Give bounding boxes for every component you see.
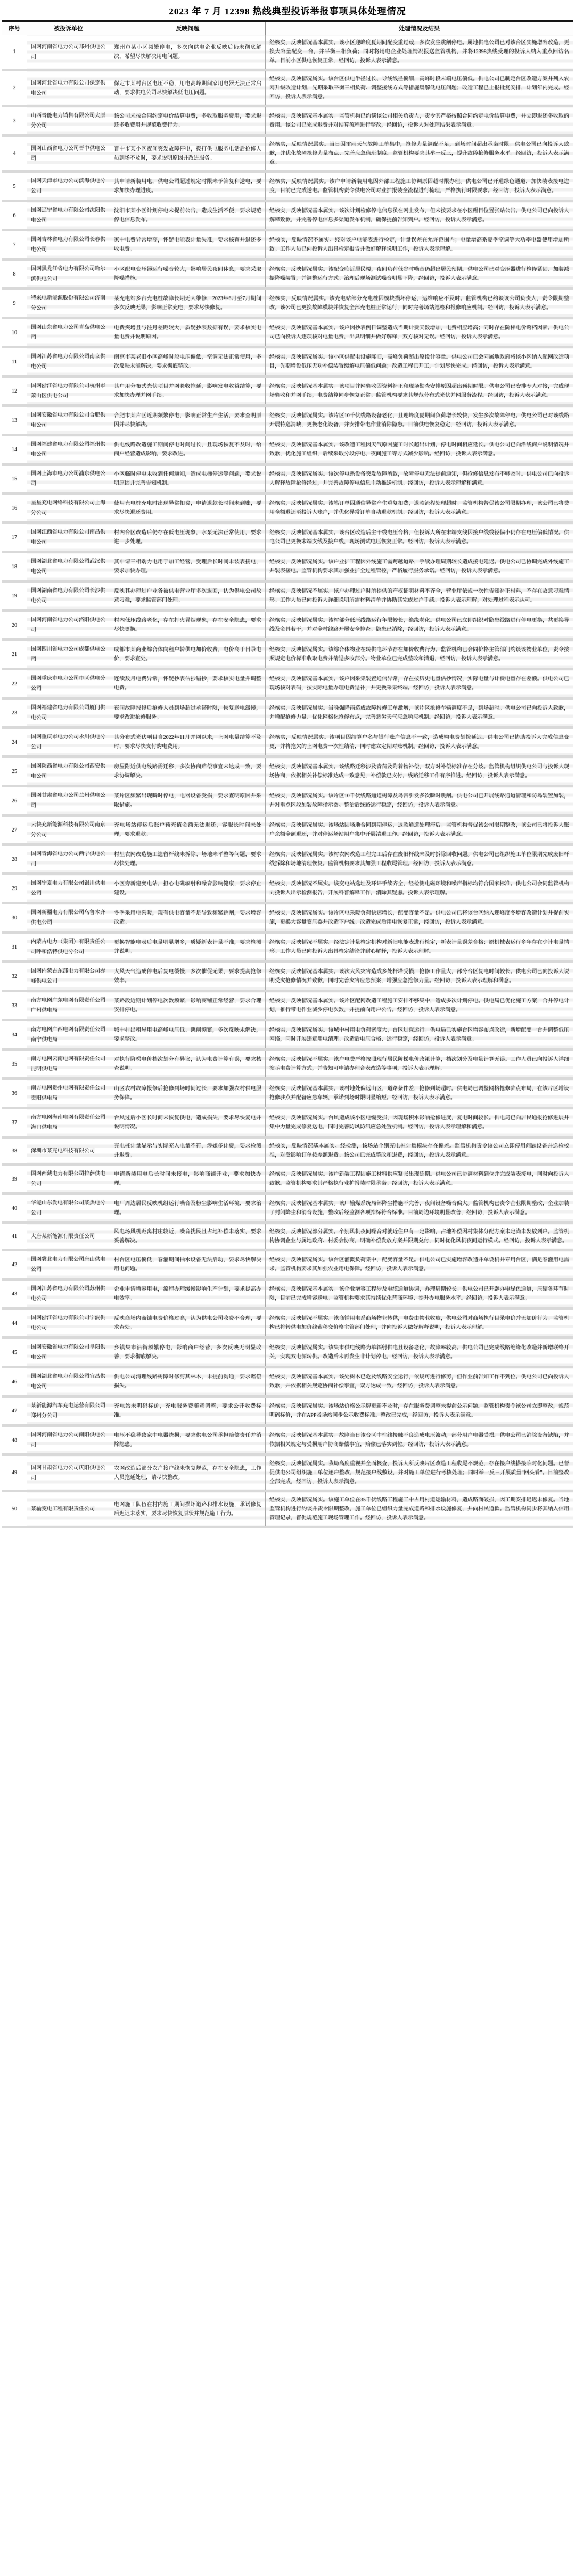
table-row	[2, 1397, 573, 1426]
result-cell: 经核实，反映情况属实。该户申请新装用电因外部工程施工协调原因超时限办理。供电公司已开通绿色通道，加快装表接电进度，目前已完成送电。监管机构责令供电公司对业扩报装全流程进行梳理，严格执行时限要求。经回访，投诉人表示满意。	[266, 172, 573, 201]
table-row	[2, 1194, 573, 1223]
table-row	[2, 260, 573, 289]
result-cell: 经核实，反映情况属实。该场站价格公示牌更新不及时，存在服务费调整未提前公示问题。监管机构责令该公司立即整改，规范明码标价，并在APP及场站同步公示收费标准。整改已完成，经回访，投诉人表示满意。	[266, 1397, 573, 1426]
complained-unit-cell: 国网湖南省电力有限公司长沙供电公司	[27, 581, 110, 611]
row-number-cell: 2	[2, 70, 27, 106]
issue-cell: 电费突增且与往月差距较大，质疑抄表数据有误，要求核实电量电费并说明原因。	[110, 318, 266, 347]
row-number-cell: 1	[2, 35, 27, 70]
result-cell: 经核实，反映情况属实。该城中村用电负荷密度大，台区过载运行。供电局已实施台区增容布点改造，新增配变一台并调整低压网络，同时开展违章用电清理。改造后电压合格、运行稳定，经回访，投诉人表示满意。	[266, 1020, 573, 1050]
table-row	[2, 962, 573, 991]
issue-cell: 某片区频繁出现瞬时停电，电器设备受损，要求查明原因并采取措施。	[110, 786, 266, 816]
result-cell: 经核实，反映情况基本属实。该厂输煤系统局部降尘措施不完善，夜间设备噪音偏大。监管机构已责令企业限期整改，企业加装了封闭降尘和消音设施，整改后经监测各项指标符合标准。目前周边环境明显改善，经回访，投诉人表示满意。	[266, 1194, 573, 1223]
complained-unit-cell: 国网江西省电力有限公司南昌供电公司	[27, 523, 110, 552]
complained-unit-cell: 国网江苏省电力有限公司苏州供电公司	[27, 1279, 110, 1309]
issue-cell: 村台区电压偏低，春灌期间抽水设备无法启动，要求尽快解决用电问题。	[110, 1250, 266, 1279]
issue-cell: 使用充电桩充电时出现异常扣费，申请退款长时间未到账，要求尽快退还费用。	[110, 494, 266, 523]
issue-cell: 风电场风机距离村庄较近，噪音扰民且占地补偿未落实，要求妥善解决。	[110, 1223, 266, 1250]
row-number-cell: 34	[2, 1020, 27, 1050]
issue-cell: 夜间故障报修后抢修人员到场超过承诺时限，恢复送电缓慢，要求改进抢修服务。	[110, 699, 266, 728]
result-cell: 经核实，反映情况基本属实。该线路迁移涉及青苗及附着物补偿，双方对补偿标准存在分歧。监管机构组织供电公司与投诉人现场协商，依据相关补偿标准达成一致意见，补偿款已支付，线路迁移工作有序推进。经回访，投诉人表示满意。	[266, 757, 573, 786]
row-number-cell: 15	[2, 464, 27, 494]
complained-unit-cell: 国网内蒙古东部电力有限公司赤峰供电公司	[27, 962, 110, 991]
table-row	[2, 1079, 573, 1108]
table-row	[2, 1165, 573, 1194]
row-number-cell: 24	[2, 728, 27, 757]
row-number-cell: 39	[2, 1165, 27, 1194]
issue-cell: 合肥市某片区近期频繁停电，影响正常生产生活，要求查明原因并尽快解决。	[110, 406, 266, 435]
result-cell: 经核实，反映情况属实。当晚强降雨造成故障报修工单激增，该片区抢修车辆调度不足，到场超时。供电公司已向投诉人致歉，并增配抢修力量、优化网格化抢修布点，完善恶劣天气应急响应机制。经回访，投诉人表示满意。	[266, 699, 573, 728]
table-row	[2, 347, 573, 377]
issue-cell: 村里农网改造施工遗留杆线未拆除、场地未平整等问题，要求尽快处理。	[110, 845, 266, 874]
table-row	[2, 1223, 573, 1250]
row-number-cell: 23	[2, 699, 27, 728]
complained-unit-cell: 国网重庆市电力公司市区供电分公司	[27, 669, 110, 699]
issue-cell: 沈阳市某小区计划停电未提前公告，造成生活不便，要求规范停电信息发布。	[110, 201, 266, 230]
result-cell: 经核实，反映情况属实。该户业扩工程因外线施工需跨越道路，手续办理周期较长造成接电延迟。供电公司已协调完成外线施工并装表接电。监管机构要求其加强业扩全过程管控，严格履行服务承诺。经回访，投诉人表示满意。	[266, 552, 573, 581]
table-row	[2, 106, 573, 136]
result-cell: 经核实，反映情况基本属实。该次计划检修停电信息虽在网上发布，但未按要求在小区醒目位置张贴公告。供电公司已向投诉人解释致歉，并完善停电信息多渠道发布机制，确保提前告知到户。经回访，投诉人表示满意。	[266, 201, 573, 230]
complained-unit-cell: 南方电网贵州电网有限责任公司贵阳供电局	[27, 1079, 110, 1108]
issue-cell: 房屋附近供电线路需迁移，多次协商赔偿事宜未达成一致，要求协调解决。	[110, 757, 266, 786]
row-number-cell: 50	[2, 1491, 27, 1527]
complained-unit-cell: 国网冀北电力有限公司唐山供电公司	[27, 1250, 110, 1279]
complained-unit-cell: 国网江苏省电力有限公司南京供电公司	[27, 347, 110, 377]
complained-unit-cell: 国网河南省电力公司南阳供电公司	[27, 1426, 110, 1455]
row-number-cell: 25	[2, 757, 27, 786]
table-row	[2, 136, 573, 172]
issue-cell: 郑州市某小区频繁停电，多次向供电企业反映后仍未彻底解决，希望尽快解决用电问题。	[110, 35, 266, 70]
table-row	[2, 669, 573, 699]
table-row	[2, 699, 573, 728]
complained-unit-cell: 某新能源汽车充电运营有限公司郑州分公司	[27, 1397, 110, 1426]
row-number-cell: 27	[2, 816, 27, 845]
complained-unit-cell: 国网福建省电力有限公司福州供电公司	[27, 435, 110, 464]
result-cell: 经核实，反映情况基本属实。该改造工程因天气原因施工时长超出计划，停电时间相应延长。供电公司已向沿线商户说明情况并致歉，优化施工组织，后续采取分段停电、夜间施工等方式减少影响。经回访，投诉人表示满意。	[266, 435, 573, 464]
row-number-cell: 28	[2, 845, 27, 874]
issue-cell: 电压不稳导致家中电器烧损，要求供电公司承担赔偿责任并消除隐患。	[110, 1426, 266, 1455]
row-number-cell: 16	[2, 494, 27, 523]
row-number-cell: 46	[2, 1367, 27, 1397]
result-cell: 经核实，反映情况基本属实。故障当日该台区中性线接触不良造成电压波动，部分用户电器受损。供电公司已消除设备缺陷，并依据相关规定与受损用户协商赔偿事宜，赔偿已落实到位。经回访，投诉人表示满意。	[266, 1426, 573, 1455]
row-number-cell: 31	[2, 933, 27, 962]
row-number-cell: 5	[2, 172, 27, 201]
result-cell: 经核实，反映情况基本属实。该次大风灾害造成多处杆塔受损，抢修工作量大，部分台区复电时间较长。供电公司已向投诉人说明受灾抢修情况并致歉，同时完善灾害应急预案，增强应急抢修力量。经回访，投诉人表示理解和满意。	[266, 962, 573, 991]
row-number-cell: 44	[2, 1309, 27, 1338]
issue-cell: 企业申请增容用电，流程办理缓慢影响生产计划，要求提高办电效率。	[110, 1279, 266, 1309]
complained-unit-cell: 南方电网广东电网有限责任公司广州供电局	[27, 991, 110, 1020]
issue-cell: 其申请三相动力电用于加工经营，受理后长时间未装表接电，要求加快办理。	[110, 552, 266, 581]
row-number-cell: 45	[2, 1338, 27, 1367]
complained-unit-cell: 国网河南省电力公司洛阳供电公司	[27, 611, 110, 640]
issue-cell: 申请新装用电后长时间未接电，影响商铺开业，要求加快办理。	[110, 1165, 266, 1194]
row-number-cell: 10	[2, 318, 27, 347]
result-cell: 经核实，反映情况基本属实。该台区改造后主干线电压合格，但投诉人所在末端支线因接户线线径偏小仍存在电压偏低情况。供电公司已更换末端支线及接户线，现场测试电压恢复正常。经回访，投诉人表示满意。	[266, 523, 573, 552]
result-cell: 经核实，反映情况属实。该村农网改造工程完工后存在废旧杆线未及时拆除回收问题。供电公司已组织施工单位限期完成废旧杆线拆除和场地清理恢复。监管机构要求其加强工程收尾管理。经回访，投诉人表示满意。	[266, 845, 573, 874]
result-cell: 经核实，反映情况基本属实。该片区配网改造工程施工安排不够集中，造成多次计划停电。供电局已优化施工方案，合并停电计划，推行带电作业减少停电次数，并提前向用户公告。经回访，投诉人表示满意。	[266, 991, 573, 1020]
table-row	[2, 289, 573, 318]
column-header-unit: 被投诉单位	[27, 21, 110, 35]
result-cell: 经核实，反映情况属实。该配变临近居民楼，夜间负荷低谷时噪音仍超出居民预期。供电公司已对变压器进行检修紧固、加装减振降噪装置，并调整运行方式。治理后现场测试噪音明显下降，经回访，投诉人表示满意。	[266, 260, 573, 289]
complained-unit-cell: 国网青海省电力公司西宁供电公司	[27, 845, 110, 874]
table-row	[2, 786, 573, 816]
complained-unit-cell: 星星充电网络科技有限公司上海分公司	[27, 494, 110, 523]
result-cell: 经核实，反映情况不属实。经法定计量检定机构对新旧电能表进行检定，新表计量误差合格；原机械表运行多年存在少计电量情形。工作人员已向投诉人出具检定结论并耐心解释，投诉人表示理解。	[266, 933, 573, 962]
complained-unit-cell: 国网安徽省电力有限公司阜阳供电公司	[27, 1338, 110, 1367]
result-cell: 经核实，反映情况基本属实。监管机构已约谈该公司相关负责人，责令其严格按照合同约定电价结算电费，并立即退还多收取的费用。该公司已完成退费并对结算流程进行整改，经回访，投诉人对处理结果表示满意。	[266, 106, 573, 136]
issue-cell: 保定市某村台区电压不稳，用电高峰期间家用电器无法正常启动，要求供电公司尽快解决低电压问题。	[110, 70, 266, 106]
row-number-cell: 19	[2, 581, 27, 611]
row-number-cell: 29	[2, 874, 27, 903]
result-cell: 经核实，反映情况不属实。该变电站选址及环评手续齐全，经检测电磁环境和噪声指标均符合国家标准。供电公司会同监管机构向投诉人出示检测报告，开展科普解释工作，消除其疑虑。投诉人表示理解。	[266, 874, 573, 903]
issue-cell: 小区临时停电未收到任何通知，造成电梯停运等问题，要求说明原因并完善告知机制。	[110, 464, 266, 494]
page-title: 2023 年 7 月 12398 热线典型投诉举报事项具体处理情况	[169, 6, 406, 16]
issue-cell: 台风过后小区长时间未恢复供电，造成损失，要求尽快复电并说明情况。	[110, 1108, 266, 1137]
result-cell: 经核实，反映情况属实。台风造成该小区电缆受损，因现场积水影响抢修进度，复电时间较长。供电局已向居民通报抢修进展并集中力量完成修复送电，同时完善防风防汛应急处置机制。经回访，投诉人表示理解和满意。	[266, 1108, 573, 1137]
result-cell: 经核实，反映情况属实。该场站因场地合同到期停运，退款通道处理滞后。监管机构督促该公司限期整改，该公司已将投诉人账户余额全额退还，并对停运场站用户集中开展清退工作。经回访，投诉人表示满意。	[266, 816, 573, 845]
row-number-cell: 35	[2, 1050, 27, 1079]
complained-unit-cell: 国网辽宁省电力有限公司沈阳供电公司	[27, 201, 110, 230]
issue-cell: 某路段近期计划停电次数频繁，影响商铺正常经营，要求合理安排停电。	[110, 991, 266, 1020]
issue-cell: 电网施工队伍在村内施工期间损坏道路和排水设施，承诺修复后迟迟未落实，要求尽快恢复原状并规范施工行为。	[110, 1491, 266, 1527]
complained-unit-cell: 华能山东发电有限公司某热电分公司	[27, 1194, 110, 1223]
table-row	[2, 70, 573, 106]
row-number-cell: 42	[2, 1250, 27, 1279]
result-cell: 经核实，反映情况属实。该项目因结算户名与银行账户信息不一致，造成购电费划拨延迟。供电公司已协助投诉人完成信息变更，并将拖欠的上网电费一次性结清，同时建立定期对账机制。经回访，投诉人表示满意。	[266, 728, 573, 757]
table-row	[2, 1137, 573, 1165]
table-row	[2, 494, 573, 523]
complained-unit-cell: 国网湖北省电力有限公司宜昌供电公司	[27, 1367, 110, 1397]
result-cell: 经核实，反映情况属实。该充电站部分充电桩因模块损坏停运，运维响应不及时。监管机构已约谈该公司负责人，责令限期整改。该公司已更换故障模块并恢复全部充电桩正常运行，同时完善场站巡检和报修响应机制。经回访，投诉人表示满意。	[266, 289, 573, 318]
row-number-cell: 32	[2, 962, 27, 991]
issue-cell: 充电场站停运后账户预充值金额无法退还，客服长时间未处理，要求退款。	[110, 816, 266, 845]
complaints-table	[2, 20, 573, 1528]
row-number-cell: 17	[2, 523, 27, 552]
complained-unit-cell: 国网安徽省电力有限公司合肥供电公司	[27, 406, 110, 435]
issue-cell: 农网改造后部分农户接户线未恢复规范，存在安全隐患，工作人员拖延处理，请尽快整改。	[110, 1455, 266, 1491]
row-number-cell: 33	[2, 991, 27, 1020]
result-cell: 经核实，反映情况基本属实。该户因抄表例日调整造成当期计费天数增加，电费相应增高；同时存在阶梯电价跨档因素。供电公司已向投诉人逐项核对电量电费，出具明细并做好解释，双方核对无误。经回访，投诉人表示满意。	[266, 318, 573, 347]
row-number-cell: 40	[2, 1194, 27, 1223]
row-number-cell: 36	[2, 1079, 27, 1108]
result-cell: 经核实，反映情况不属实。该商铺用电系商场物业转供，电费由物业收取，供电公司对商场执行目录电价并无加价行为。监管机构已将转供电加价线索移交价格主管部门处理，并向投诉人做好解释说明，投诉人表示理解。	[266, 1309, 573, 1338]
complained-unit-cell: 国网山东省电力公司青岛供电公司	[27, 318, 110, 347]
issue-cell: 电厂周边居民反映机组运行噪音及粉尘影响生活环境，要求治理。	[110, 1194, 266, 1223]
issue-cell: 小区旁新建变电站，担心电磁辐射和噪音影响健康，要求停止建设。	[110, 874, 266, 903]
row-number-cell: 9	[2, 289, 27, 318]
issue-cell: 反映商场内商铺电费价格过高，认为供电公司收费不合理，要求查处。	[110, 1309, 266, 1338]
result-cell: 经核实，反映情况不属实。该户办理过户时所提供的产权证明材料不齐全，营业厅依规一次性告知补正材料，不存在故意刁难情形。工作人员已向投诉人详细说明所需材料清单并协助其完成过户手续。投诉人表示理解，对处理过程表示认可。	[266, 581, 573, 611]
table-row	[2, 1338, 573, 1367]
complained-unit-cell: 国网河北省电力有限公司保定供电公司	[27, 70, 110, 106]
result-cell: 经核实，反映情况属实。该次停电系设备突发故障所致，故障停电无法提前通知，但抢修信息发布不够及时。供电公司已向投诉人解释故障抢修经过，并完善故障停电信息主动推送机制。经回访，投诉人表示理解和满意。	[266, 464, 573, 494]
complained-unit-cell: 国网上海市电力公司浦东供电公司	[27, 464, 110, 494]
issue-cell: 乡镇集市沿街频繁停电，影响商户经营，多次反映无明显改善，要求彻底解决。	[110, 1338, 266, 1367]
row-number-cell: 21	[2, 640, 27, 669]
complained-unit-cell: 南方电网广西电网有限责任公司南宁供电局	[27, 1020, 110, 1050]
complained-unit-cell: 国网湖北省电力有限公司武汉供电公司	[27, 552, 110, 581]
complained-unit-cell: 南方电网云南电网有限责任公司昆明供电局	[27, 1050, 110, 1079]
result-cell: 经核实，反映情况基本属实。该企业增容工程涉及电缆通道协调，办理周期较长。供电公司已开辟办电绿色通道，压缩各环节时限，目前已完成增容送电。监管机构要求其持续优化营商环境、提升办电服务水平。经回访，投诉人表示满意。	[266, 1279, 573, 1309]
issue-cell: 晋中市某小区夜间突发故障停电，拨打供电服务电话后抢修人员到场不及时，要求说明原因并改进服务。	[110, 136, 266, 172]
issue-cell: 其申请新装用电，供电公司超过规定时限未予答复和送电，要求加快办理进度。	[110, 172, 266, 201]
result-cell: 经核实，反映情况属实。该集市供电线路为单辐射供电且设备老化，故障率较高。供电公司已完成线路绝缘化改造并新增联络开关，实现双电源转供。改造后未再发生非计划停电，经回访，投诉人表示满意。	[266, 1338, 573, 1367]
row-number-cell: 8	[2, 260, 27, 289]
table-row	[2, 318, 573, 347]
issue-cell: 冬季采用电采暖，现有供电容量不足导致频繁跳闸，要求增容改造。	[110, 903, 266, 933]
table-row	[2, 1108, 573, 1137]
complained-unit-cell: 内蒙古电力（集团）有限责任公司呼和浩特供电分公司	[27, 933, 110, 962]
table-row	[2, 611, 573, 640]
result-cell: 经核实，反映情况属实。当日因雷雨天气故障工单集中，抢修力量调配不足，到场时间超出承诺时限。供电公司已向投诉人致歉，并优化故障抢修力量布点、完善应急值班制度。监管机构要求其举一反三，提升故障抢修服务水平。经回访，投诉人表示满意。	[266, 136, 573, 172]
result-cell: 经核实，反映情况基本属实。经检测，该场站个别充电桩计量模块存在偏差。监管机构责令该公司立即停用问题设备并送检校准，对受影响订单按差额退费。该公司已完成整改和退费，经回访，投诉人表示满意。	[266, 1137, 573, 1165]
issue-cell: 反映其办理过户业务被供电营业厅多次退回，认为供电公司故意刁难，要求监管部门处理。	[110, 581, 266, 611]
complained-unit-cell: 南方电网海南电网有限责任公司海口供电局	[27, 1108, 110, 1137]
result-cell: 经核实，反映情况属实。该台区灌溉负荷集中，配变容量不足。供电公司已实施增容改造并单设机井专用台区，满足春灌用电需求。监管机构要求其加强农业用电保障。经回访，投诉人表示满意。	[266, 1250, 573, 1279]
complained-unit-cell: 国网四川省电力公司成都供电公司	[27, 640, 110, 669]
table-row	[2, 903, 573, 933]
table-row	[2, 1455, 573, 1491]
table-row	[2, 35, 573, 70]
complained-unit-cell: 国网陕西省电力有限公司西安供电公司	[27, 757, 110, 786]
row-number-cell: 14	[2, 435, 27, 464]
complained-unit-cell: 国网黑龙江省电力有限公司哈尔滨供电公司	[27, 260, 110, 289]
complained-unit-cell: 国网天津市电力公司滨海供电分公司	[27, 172, 110, 201]
complained-unit-cell: 国网河南省电力公司郑州供电公司	[27, 35, 110, 70]
issue-cell: 更换智能电表后电量明显增多，质疑新表计量不准，要求检测并说明。	[110, 933, 266, 962]
result-cell: 经核实，反映情况属实。该户新装工程因施工材料供应紧张出现延期。供电公司已协调材料到位并完成装表接电，同时向投诉人致歉。监管机构要求其严格执行业扩报装时限承诺。经回访，投诉人表示满意。	[266, 1165, 573, 1194]
complained-unit-cell: 国网甘肃省电力公司兰州供电公司	[27, 786, 110, 816]
table-row	[2, 172, 573, 201]
complained-unit-cell: 国网新疆电力有限公司乌鲁木齐供电公司	[27, 903, 110, 933]
table-row	[2, 1279, 573, 1309]
row-number-cell: 30	[2, 903, 27, 933]
complained-unit-cell: 国网吉林省电力有限公司长春供电公司	[27, 230, 110, 260]
table-row	[2, 464, 573, 494]
row-number-cell: 3	[2, 106, 27, 136]
issue-cell: 大风天气造成停电后复电缓慢，多次催促无果，要求提高抢修效率。	[110, 962, 266, 991]
issue-cell: 连续数月电费异常，怀疑抄表估抄错抄，要求核实电量并调整电费。	[110, 669, 266, 699]
table-row	[2, 728, 573, 757]
result-cell: 经核实，反映情况基本属实。该处树木已危及线路安全运行，依规可进行修剪，但作业前告知工作不到位。供电公司已向投诉人致歉，并依据相关规定协商补偿事宜，双方达成一致。经回访，投诉人表示满意。	[266, 1367, 573, 1397]
table-row	[2, 201, 573, 230]
table-row	[2, 1309, 573, 1338]
table-header	[2, 21, 573, 35]
result-cell: 经核实，反映情况属实。我局高度重视并全面核查，投诉人所反映片区改造工程收尾不规范，存在接户线搭接临时化问题。已督促供电公司组织施工单位逐户整改，规范接户线敷设，并对施工单位进行考核处理；同时举一反三开展质量“回头看”。目前整改全部完成，经回访，投诉人表示满意。	[266, 1455, 573, 1491]
complained-unit-cell: 国网山西省电力公司晋中供电公司	[27, 136, 110, 172]
result-cell: 经核实，反映情况基本属实。该户因采集装置通信异常，存在按历史电量估抄情况，实际电量与计费电量存在差额。供电公司已现场核对表码，按实际电量办理电费退补，并更换采集终端。经回访，投诉人表示满意。	[266, 669, 573, 699]
issue-cell: 对执行阶梯电价档次划分有异议，认为电费计算有误，要求核查说明。	[110, 1050, 266, 1079]
table-row	[2, 1250, 573, 1279]
table-row	[2, 406, 573, 435]
complained-unit-cell: 深圳市某充电科技有限公司	[27, 1137, 110, 1165]
result-cell: 经核实，反映情况属实。该综合体物业在转供电环节存在加价收费行为。监管机构已会同价格主管部门约谈该物业单位，责令按照规定电价标准收取电费并清退多收部分。物业单位已完成整改和清退，经回访，投诉人表示满意。	[266, 640, 573, 669]
issue-cell: 山区农村故障报修后抢修到场时间过长，要求加强农村供电服务保障。	[110, 1079, 266, 1108]
table-row	[2, 1426, 573, 1455]
row-number-cell: 13	[2, 406, 27, 435]
issue-cell: 某充电站多台充电桩故障长期无人维修，2023年6月至7月期间多次反映无果，影响正常充电，要求尽快修复。	[110, 289, 266, 318]
complained-unit-cell: 大唐某新能源有限责任公司	[27, 1223, 110, 1250]
column-header-issue: 反映问题	[110, 21, 266, 35]
column-header-no: 序号	[2, 21, 27, 35]
row-number-cell: 6	[2, 201, 27, 230]
result-cell: 经核实，反映情况不属实。经对该户电能表进行检定，计量误差在允许范围内；电量增高系夏季空调等大功率电器使用增加所致。工作人员已向投诉人出具检定报告并做好解释说明工作，投诉人表示理解。	[266, 230, 573, 260]
row-number-cell: 43	[2, 1279, 27, 1309]
row-number-cell: 26	[2, 786, 27, 816]
result-cell: 经核实，反映情况基本属实。该项目并网验收因资料补正和现场勘查安排原因超出预期时限。供电公司已安排专人对接，完成现场验收和并网手续，电费结算同步恢复正常。监管机构要求其规范分布式光伏并网服务流程。经回访，投诉人表示满意。	[266, 377, 573, 406]
result-cell: 经核实，反映情况属实。该笔订单因通信异常产生重复扣费，退款流程处理超时。监管机构督促该公司限期办理，该公司已将费用全额退还至投诉人账户，并优化异常订单自动退款机制。经回访，投诉人表示满意。	[266, 494, 573, 523]
complained-unit-cell: 国网浙江省电力有限公司杭州市萧山区供电公司	[27, 377, 110, 406]
table-row	[2, 523, 573, 552]
issue-cell: 家中电费异常增高，怀疑电能表计量失准，要求核查并退还多收电费。	[110, 230, 266, 260]
table-row	[2, 816, 573, 845]
table-row	[2, 933, 573, 962]
result-cell: 经核实，反映情况属实。该施工单位在35千伏线路工程施工中占用村道运输材料，造成路面破损，因工期安排迟迟未修复。当地监管机构进行约谈并责令限期整改，施工单位已组织力量完成道路和排水设施修复，并向村民道歉。监管机构同步将其纳入信用管理记录，督促规范施工现场管理工作。经回访，投诉人表示满意。	[266, 1491, 573, 1527]
table-row	[2, 435, 573, 464]
table-row	[2, 377, 573, 406]
row-number-cell: 37	[2, 1108, 27, 1137]
row-number-cell: 11	[2, 347, 27, 377]
issue-cell: 充电站未明码标价，充电服务费随意调整，要求公开收费标准。	[110, 1397, 266, 1426]
complained-unit-cell: 国网西藏电力有限公司拉萨供电公司	[27, 1165, 110, 1194]
issue-cell: 城中村出租屋用电高峰电压低、跳闸频繁，多次反映未解决，要求整改。	[110, 1020, 266, 1050]
row-number-cell: 41	[2, 1223, 27, 1250]
table-row	[2, 640, 573, 669]
result-cell: 经核实，反映情况基本属实。该小区迎峰度夏期间配变重过载，多次发生跳闸停电。属地供电公司已对该台区实施增容改造，更换大容量配变一台，并平衡三相负荷；同时将用电企业处理情况报送监管机构，并将12398热线受理的投诉人纳入重点回访名单。目前小区供电恢复正常，经回访，投诉人表示满意。	[266, 35, 573, 70]
row-number-cell: 47	[2, 1397, 27, 1426]
table-row	[2, 845, 573, 874]
table-row	[2, 1367, 573, 1397]
table-row	[2, 230, 573, 260]
row-number-cell: 18	[2, 552, 27, 581]
table-row	[2, 991, 573, 1020]
issue-cell: 其分布式光伏项目自2022年11月并网以来，上网电量结算不及时，要求尽快支付购电费用。	[110, 728, 266, 757]
result-cell: 经核实，反映情况属实。该小区供配电设施陈旧，高峰负荷超出原设计容量。供电公司已会同属地政府将该小区纳入配网改造项目，先期增设低压无功补偿装置缓解电压偏低问题；改造工程已开工，计划尽快完成。经回访，投诉人表示满意。	[266, 347, 573, 377]
table-row	[2, 874, 573, 903]
result-cell: 经核实，反映情况属实。该台区供电半径过长、导线线径偏细，高峰时段末端电压偏低。供电公司已制定台区改造方案并列入农网升级改造计划，先期采取平衡三相负荷、调整接线方式等措施缓解低电压问题；改造工程已上报批复安排，计划年内完成。经回访，投诉人表示满意。	[266, 70, 573, 106]
row-number-cell: 49	[2, 1455, 27, 1491]
issue-cell: 该公司未按合同约定电价结算电费，多收取服务费用，要求退还多收费用并规范收费行为。	[110, 106, 266, 136]
table-row	[2, 1050, 573, 1079]
result-cell: 经核实，反映情况不属实。该户电费严格按照现行居民阶梯电价政策计算，档次划分及电量计算无误。工作人员已向投诉人详细演示电费计算方式，并告知可申请办理合表改造等事项，投诉人表示理解。	[266, 1050, 573, 1079]
complained-unit-cell: 国网重庆市电力公司永川供电分公司	[27, 728, 110, 757]
table-row	[2, 1020, 573, 1050]
table-row	[2, 757, 573, 786]
row-number-cell: 7	[2, 230, 27, 260]
issue-cell: 供电线路改造施工期间停电时间过长，且现场恢复不及时，给商户经营造成影响，要求改进。	[110, 435, 266, 464]
issue-cell: 充电桩计量显示与实际充入电量不符，涉嫌多计费，要求检测并退费。	[110, 1137, 266, 1165]
complained-unit-cell: 国网甘肃省电力公司庆阳供电公司	[27, 1455, 110, 1491]
result-cell: 经核实，反映情况基本属实。该村地处偏远山区，道路条件差，抢修到场超时。供电局已调整网格抢修驻点布局，在该片区增设抢修驻点并配备应急车辆，承诺到场时限明显缩短。经回访，投诉人表示满意。	[266, 1079, 573, 1108]
issue-cell: 村内低压线路老化，存在打火冒烟现象，存在安全隐患，要求尽快更换。	[110, 611, 266, 640]
complained-unit-cell: 云快充新能源科技有限公司南京分公司	[27, 816, 110, 845]
column-header-result: 处理情况及结果	[266, 21, 573, 35]
complained-unit-cell: 特来电新能源股份有限公司济南分公司	[27, 289, 110, 318]
complained-unit-cell: 某输变电工程有限责任公司	[27, 1491, 110, 1527]
result-cell: 经核实，反映情况属实。该片区10千伏线路通道树障及鸟害引发多次瞬时跳闸。供电公司已开展线路通道清理和防鸟装置加装，并对重点区段加装故障指示器。整治后线路运行稳定，经回访，投诉人表示满意。	[266, 786, 573, 816]
table-row	[2, 1491, 573, 1527]
complained-unit-cell: 国网宁夏电力有限公司银川供电公司	[27, 874, 110, 903]
result-cell: 经核实，反映情况属实。该村部分低压线路运行年限较长，绝缘老化。供电公司已立即组织对隐患线路进行停电更换，共更换导线及金具若干，并对全村线路开展安全排查。隐患已消除，经回访，投诉人表示满意。	[266, 611, 573, 640]
row-number-cell: 12	[2, 377, 27, 406]
issue-cell: 小区配电变压器运行噪音较大，影响居民夜间休息，要求采取降噪措施。	[110, 260, 266, 289]
result-cell: 经核实，反映情况部分属实。个别风机夜间噪音对就近住户有一定影响，占地补偿因村集体分配方案未定尚未发放到户。监管机构协调企业与属地政府、村委会协商，明确补偿发放方案并限期兑付，同时优化风机夜间运行模式。经回访，投诉人表示满意。	[266, 1223, 573, 1250]
row-number-cell: 38	[2, 1137, 27, 1165]
row-number-cell: 22	[2, 669, 27, 699]
issue-cell: 成都市某商业综合体向租户转供电加价收费，电价高于目录电价，要求查处。	[110, 640, 266, 669]
issue-cell: 村内台区改造后仍存在低电压现象，水泵无法正常使用，要求进一步处理。	[110, 523, 266, 552]
issue-cell: 其户用分布式光伏项目并网验收拖延，影响发电收益结算，要求加快办理并网手续。	[110, 377, 266, 406]
complained-unit-cell: 山西晋能电力销售有限公司太原分公司	[27, 106, 110, 136]
complained-unit-cell: 国网浙江省电力有限公司宁波供电公司	[27, 1309, 110, 1338]
issue-cell: 南京市某老旧小区高峰时段电压偏低，空调无法正常使用，多次反映未能解决，要求彻底整改。	[110, 347, 266, 377]
result-cell: 经核实，反映情况属实。该片区电采暖负荷快速增长，配变容量不足。供电公司已将该台区纳入迎峰度冬增容改造计划并提前实施，更换大容量变压器并改造下户线。改造完成后用电恢复正常，经回访，投诉人表示满意。	[266, 903, 573, 933]
table-row	[2, 581, 573, 611]
issue-cell: 供电公司清理线路树障时修剪其林木，未提前沟通，要求赔偿损失。	[110, 1367, 266, 1397]
row-number-cell: 48	[2, 1426, 27, 1455]
row-number-cell: 20	[2, 611, 27, 640]
complained-unit-cell: 国网福建省电力有限公司厦门供电公司	[27, 699, 110, 728]
row-number-cell: 4	[2, 136, 27, 172]
table-row	[2, 552, 573, 581]
table-body	[2, 35, 573, 1527]
result-cell: 经核实，反映情况属实。该片区10千伏线路设备老化，且迎峰度夏期间负荷增长较快，发生多次故障停电。供电公司已对该线路开展特巡消缺，更换老化设备，并安排带电作业消除隐患。目前供电恢复稳定，经回访，投诉人表示满意。	[266, 406, 573, 435]
